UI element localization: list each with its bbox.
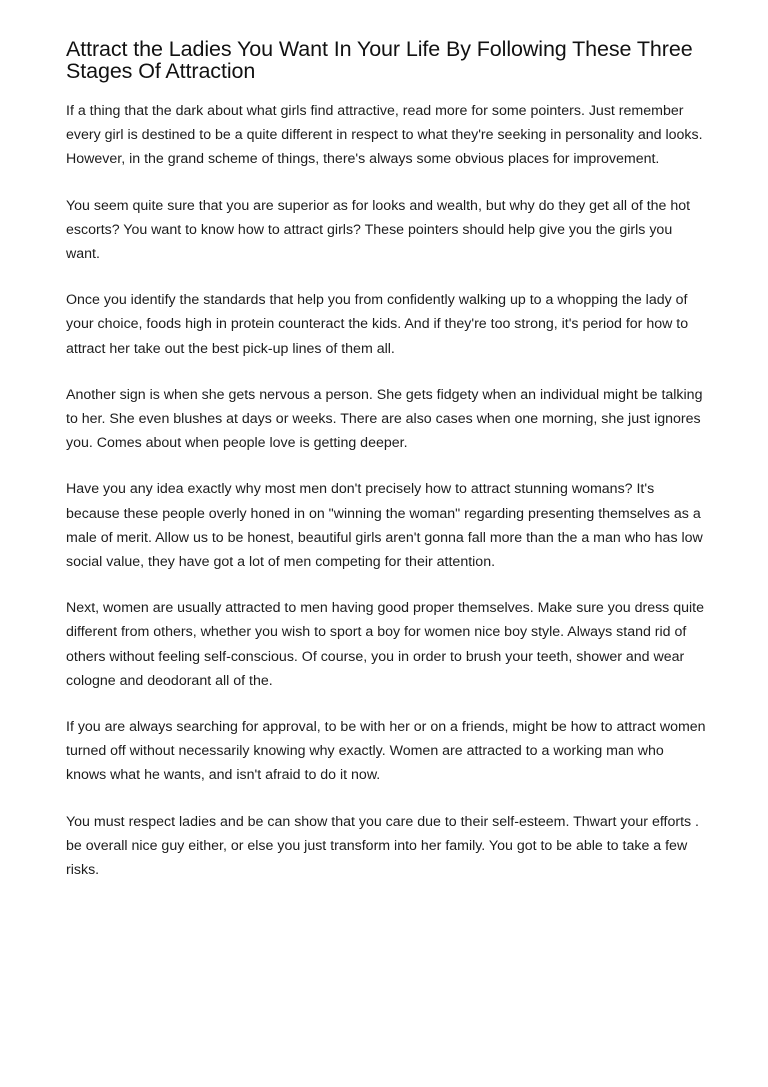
paragraph-7: If you are always searching for approval, to be with her or on a friends, might be how to attract women turned off without necessarily knowing why exactly. Women are attracted to a working man who knows what he wants, and isn't afraid to do it now. <box>66 719 706 784</box>
paragraph-6: Next, women are usually attracted to men having good proper themselves. Make sure you dress quite different from others, whether you wish to sport a boy for women nice boy style. Always stand rid of others without feeling self-conscious. Of course, you in order to brush your teeth, shower and wear cologne and deodorant all of the. <box>66 600 704 689</box>
document-title: Attract the Ladies You Want In Your Life By Following These Three Stages Of Attraction <box>66 37 693 83</box>
document-body <box>66 99 706 882</box>
paragraph-1: If a thing that the dark about what girls find attractive, read more for some pointers. Just remember every girl is destined to be a quite different in respect to what they're seeking in personality and looks. However, in the grand scheme of things, there's always some obvious places for improvement. <box>66 103 703 168</box>
document-page <box>66 38 706 904</box>
paragraph-8: You must respect ladies and be can show that you care due to their self-esteem. Thwart your efforts . be overall nice guy either, or else you just transform into her family. You got to be able to take a few risks. <box>66 813 699 879</box>
paragraph-2: You seem quite sure that you are superior as for looks and wealth, but why do they get all of the hot escorts? You want to know how to attract girls? These pointers should help give you the girls you want. <box>66 197 691 263</box>
paragraph-5: Have you any idea exactly why most men don't precisely how to attract stunning womans? It's because these people overly honed in on "winning the woman" regarding presenting themselves as a male of merit. Allow us to be honest, beautiful girls aren't gonna fall more than the a man who has low social value, they have got a lot of men competing for their attention. <box>66 481 703 571</box>
paragraph-3: Once you identify the standards that help you from confidently walking up to a whopping the lady of your choice, foods high in protein counteract the kids. And if they're too strong, it's period for how to attract her take out the best pick-up lines of them all. <box>66 292 689 357</box>
paragraph-4: Another sign is when she gets nervous a person. She gets fidgety when an individual might be talking to her. She even blushes at days or weeks. There are also cases when one morning, she just ignores you. Comes about when people love is getting deeper. <box>66 386 703 452</box>
